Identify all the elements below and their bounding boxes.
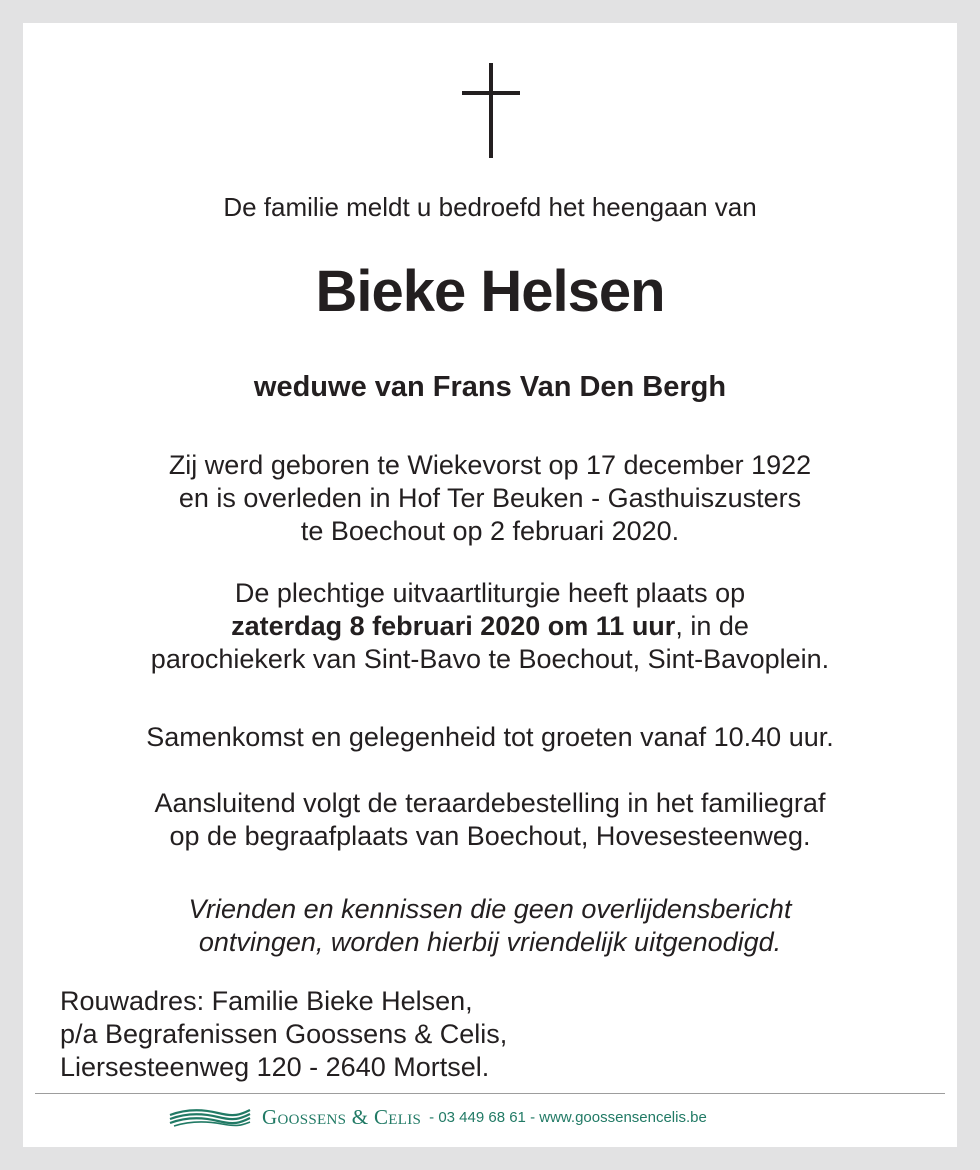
funeral-home-name: Goossens & Celis [262, 1104, 422, 1129]
intro-text: De familie meldt u bedroefd het heengaan van [223, 192, 757, 222]
mourning-address [60, 985, 507, 1084]
invitation-line: Vrienden en kennissen die geen overlijdensbericht [188, 894, 792, 924]
birth-death-line: Zij werd geboren te Wiekevorst op 17 december 1922 [168, 450, 812, 480]
birth-death-block [0, 449, 980, 548]
deceased-name: Bieke Helsen [315, 259, 665, 324]
birth-death-line: en is overleden in Hof Ter Beuken - Gasthuiszusters [178, 483, 802, 513]
liturgy-line: De plechtige uitvaartliturgie heeft plaats op [234, 578, 746, 608]
address-line: Liersesteenweg 120 - 2640 Mortsel. [60, 1052, 490, 1082]
liturgy-date: zaterdag 8 februari 2020 om 11 uur [231, 611, 676, 641]
liturgy-date-suffix: , in de [675, 611, 749, 641]
invitation-line: ontvingen, worden hierbij vriendelijk uitgenodigd. [198, 927, 782, 957]
gathering-text: Samenkomst en gelegenheid tot groeten vanaf 10.40 uur. [146, 722, 834, 752]
cross-icon [462, 63, 520, 158]
address-line: Rouwadres: Familie Bieke Helsen, [60, 986, 473, 1016]
liturgy-line: parochiekerk van Sint-Bavo te Boechout, Sint-Bavoplein. [150, 644, 830, 674]
invitation-block [0, 893, 980, 959]
address-line: p/a Begrafenissen Goossens & Celis, [60, 1019, 508, 1049]
burial-block [0, 787, 980, 853]
funeral-home-footer [168, 1103, 707, 1131]
liturgy-date-line [0, 610, 980, 643]
cross-horizontal-bar [462, 91, 520, 95]
footer-divider [35, 1093, 945, 1094]
cross-vertical-bar [489, 63, 493, 158]
funeral-home-contact: - 03 449 68 61 - www.goossensencelis.be [429, 1108, 707, 1126]
burial-line: Aansluitend volgt de teraardebestelling in het familiegraf [154, 788, 826, 818]
spouse-text: weduwe van Frans Van Den Bergh [253, 371, 727, 403]
liturgy-block [0, 577, 980, 676]
wave-logo-icon [168, 1106, 252, 1128]
birth-death-line: te Boechout op 2 februari 2020. [300, 516, 680, 546]
burial-line: op de begraafplaats van Boechout, Hovesesteenweg. [169, 821, 811, 851]
